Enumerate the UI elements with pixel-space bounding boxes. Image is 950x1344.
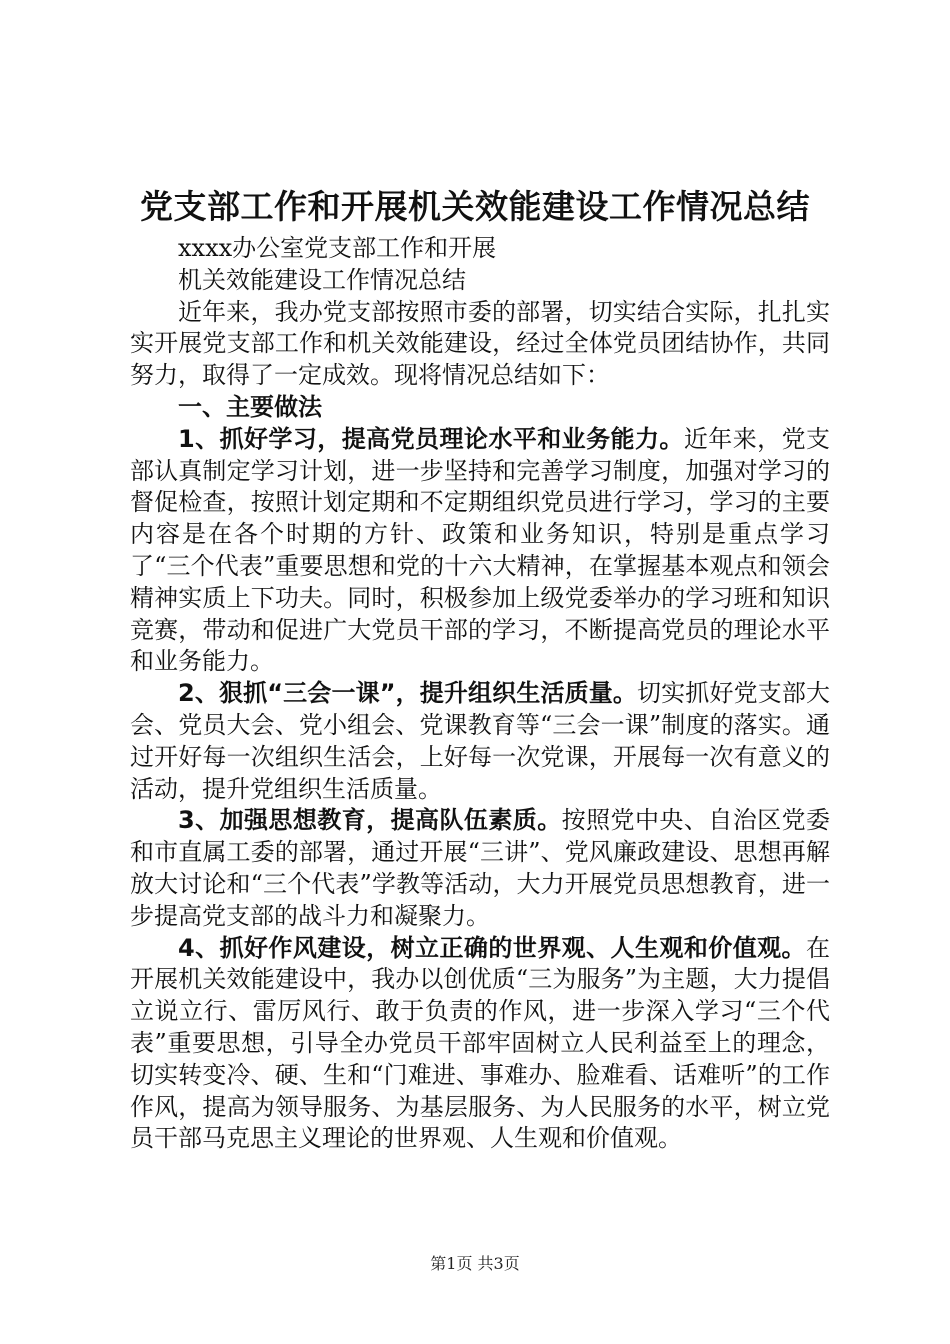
item-heading-4: 4、抓好作风建设，树立正确的世界观、人生观和价值观。 xyxy=(178,933,806,962)
item-text-3: 按照党中央、自治区党委和市直属工委的部署，通过开展“三讲”、党风廉政建设、思想再解放大讨论和“三个代表”学教等活动，大力开展党员思想教育，进一步提高党支部的战斗力和凝聚力。 xyxy=(130,806,831,930)
item-text-4: 在开展机关效能建设中，我办以创优质“三为服务”为主题，大力提倡立说立行、雷厉风行、敢于负责的作风，进一步深入学习“三个代表”重要思想，引导全办党员干部牢固树立人民利益至上的理念，切实转变冷、硬、生和“门难进、事难办、脸难看、话难听”的工作作风，提高为领导服务、为基层服务、为人民服务的水平，树立党员干部马克思主义理论的世界观、人生观和价值观。 xyxy=(130,933,830,1153)
item-paragraph-1 xyxy=(130,424,830,678)
intro-paragraph: 近年来，我办党支部按照市委的部署，切实结合实际，扎扎实实开展党支部工作和机关效能建设，经过全体党员团结协作，共同努力，取得了一定成效。现将情况总结如下： xyxy=(130,297,830,390)
item-heading-2: 2、狠抓“三会一课”，提升组织生活质量。 xyxy=(178,679,638,708)
item-heading-1: 1、抓好学习，提高党员理论水平和业务能力。 xyxy=(178,424,684,453)
subtitle-line-1: xxxx办公室党支部工作和开展 xyxy=(178,234,497,262)
page-footer: 第1页 共3页 xyxy=(430,1254,520,1273)
item-paragraph-4 xyxy=(130,933,830,1156)
item-paragraph-2 xyxy=(130,678,830,805)
subtitle-line-2: 机关效能建设工作情况总结 xyxy=(178,265,466,294)
item-heading-3: 3、加强思想教育，提高队伍素质。 xyxy=(178,806,562,835)
item-text-2: 切实抓好党支部大会、党员大会、党小组会、党课教育等“三会一课”制度的落实。通过开好每一次组织生活会，上好每一次党课，开展每一次有意义的活动，提升党组织生活质量。 xyxy=(130,679,831,803)
item-paragraph-3 xyxy=(130,805,830,932)
document-title: 党支部工作和开展机关效能建设工作情况总结 xyxy=(140,187,810,226)
document-body xyxy=(130,233,830,1155)
section-heading-main-practices: 一、主要做法 xyxy=(178,392,322,421)
item-text-1: 近年来，党支部认真制定学习计划，进一步坚持和完善学习制度，加强对学习的督促检查，按照计划定期和不定期组织党员进行学习，学习的主要内容是在各个时期的方针、政策和业务知识，特别是重点学习了“三个代表”重要思想和党的十六大精神，在掌握基本观点和领会精神实质上下功夫。同时，积极参加上级党委举办的学习班和知识竞赛，带动和促进广大党员干部的学习，不断提高党员的理论水平和业务能力。 xyxy=(130,424,831,676)
